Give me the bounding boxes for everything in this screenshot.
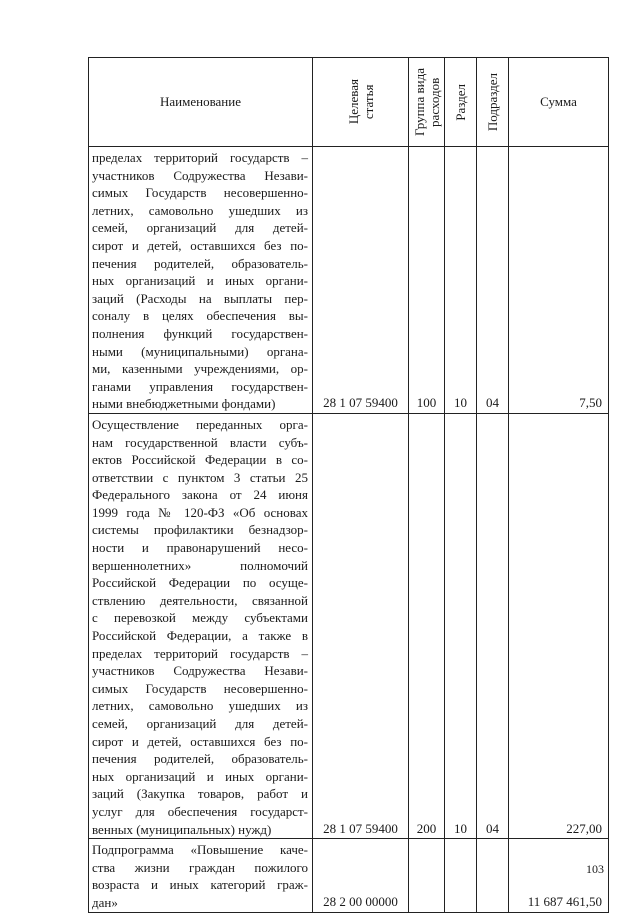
header-section-cell [445,58,477,147]
header-subsection: Подраздел [485,72,500,132]
row-2-group: 200 [409,413,445,838]
row-2-section: 10 [445,413,477,838]
table-row [89,147,609,414]
row-1-line: симых Государств несовершенно- [92,185,308,201]
table-row [89,839,609,912]
row-3-name [89,839,313,912]
row-2-sum: 227,00 [509,413,609,838]
budget-table [88,57,609,913]
row-2-line: заций (Закупка товаров, работ и [92,786,308,802]
row-3-group [409,839,445,912]
row-2-line: услуг для обеспечения государст- [92,803,308,819]
row-2-line: Российской Федерации, а также в [92,628,308,644]
row-2-line: ности и правонарушений несо- [92,540,308,556]
row-2-line: семей, организаций для детей- [92,716,308,731]
header-group-cell [409,58,445,147]
row-1-line: ными (муниципальными) органа- [92,343,308,359]
row-2-name [89,413,313,838]
row-3-line: дан» [92,894,118,910]
header-subsection-cell [477,58,509,147]
row-1-line: ганами управления государствен- [92,378,308,394]
row-2-line: венных (муниципальных) нужд) [92,821,272,837]
page-number: 103 [586,862,604,876]
row-1-subsection: 04 [477,147,509,414]
table-header-row [89,58,609,147]
row-3-subsection [477,839,509,912]
row-2-line: летних, самовольно ушедших из [92,698,308,714]
row-2-line: участников Содружества Незави- [92,663,308,679]
row-1-line: участников Содружества Незави- [92,167,308,183]
row-2-line: ствлению деятельности, связанной [92,592,308,608]
row-3-target: 28 2 00 00000 [313,839,409,912]
row-1-line: семей, организаций для детей- [92,220,308,236]
row-1-line: ными внебюджетными фондами) [92,396,276,412]
row-1-line: ми, казенными учреждениями, ор- [92,361,308,377]
row-2-line: Российской Федерации по осуще- [92,575,308,591]
header-name: Наименование [89,58,313,147]
header-group: Группа вида расходов [411,68,442,136]
row-1-line: летних, самовольно ушедших из [92,202,308,218]
row-2-line: сирот и детей, оставшихся без по- [92,733,308,749]
row-2-target: 28 1 07 59400 [313,413,409,838]
header-section: Раздел [453,83,468,121]
row-2-line: ных организаций и иных органи- [92,768,308,784]
row-2-line: с перевозкой между субъектами [92,610,308,626]
header-target-cell [313,58,409,147]
row-2-line: пределах территорий государств – [92,645,308,661]
row-2-line: вершеннолетних» полномочий [92,557,308,573]
budget-table-sheet [88,57,608,913]
row-1-line: пределах территорий государств – [92,150,308,165]
row-1-line: соналу в целях обеспечения вы- [92,308,308,324]
row-3-section [445,839,477,912]
row-1-line: печения родителей, образователь- [92,255,308,271]
row-1-line: сирот и детей, оставшихся без по- [92,237,308,253]
row-1-name [89,147,313,414]
row-2-line: нам государственной власти субъ- [92,434,308,450]
row-3-line: Подпрограмма «Повышение каче- [92,842,308,858]
row-2-line: Осуществление переданных орга- [92,416,308,432]
row-1-group: 100 [409,147,445,414]
row-1-sum: 7,50 [509,147,609,414]
row-1-section: 10 [445,147,477,414]
row-1-target: 28 1 07 59400 [313,147,409,414]
row-1-line: полнения функций государствен- [92,325,308,341]
row-2-subsection: 04 [477,413,509,838]
row-2-line: ектов Российской Федерации в со- [92,452,308,468]
row-1-line: ных организаций и иных органи- [92,273,308,289]
row-3-line: ства жизни граждан пожилого [92,859,308,875]
row-2-line: Федерального закона от 24 июня [92,487,308,503]
row-2-line: 1999 года № 120-ФЗ «Об основах [92,504,308,520]
header-sum: Сумма [509,58,609,147]
row-1-line: заций (Расходы на выплаты пер- [92,290,308,306]
row-2-line: симых Государств несовершенно- [92,680,308,696]
row-3-sum: 11 687 461,50 [509,839,609,912]
row-2-line: печения родителей, образователь- [92,751,308,767]
row-2-line: ответствии с пунктом 3 статьи 25 [92,469,308,485]
table-row [89,413,609,838]
row-2-line: системы профилактики безнадзор- [92,522,308,538]
row-3-line: возраста и иных категорий граж- [92,877,308,893]
header-target: Целевая статья [345,79,376,125]
